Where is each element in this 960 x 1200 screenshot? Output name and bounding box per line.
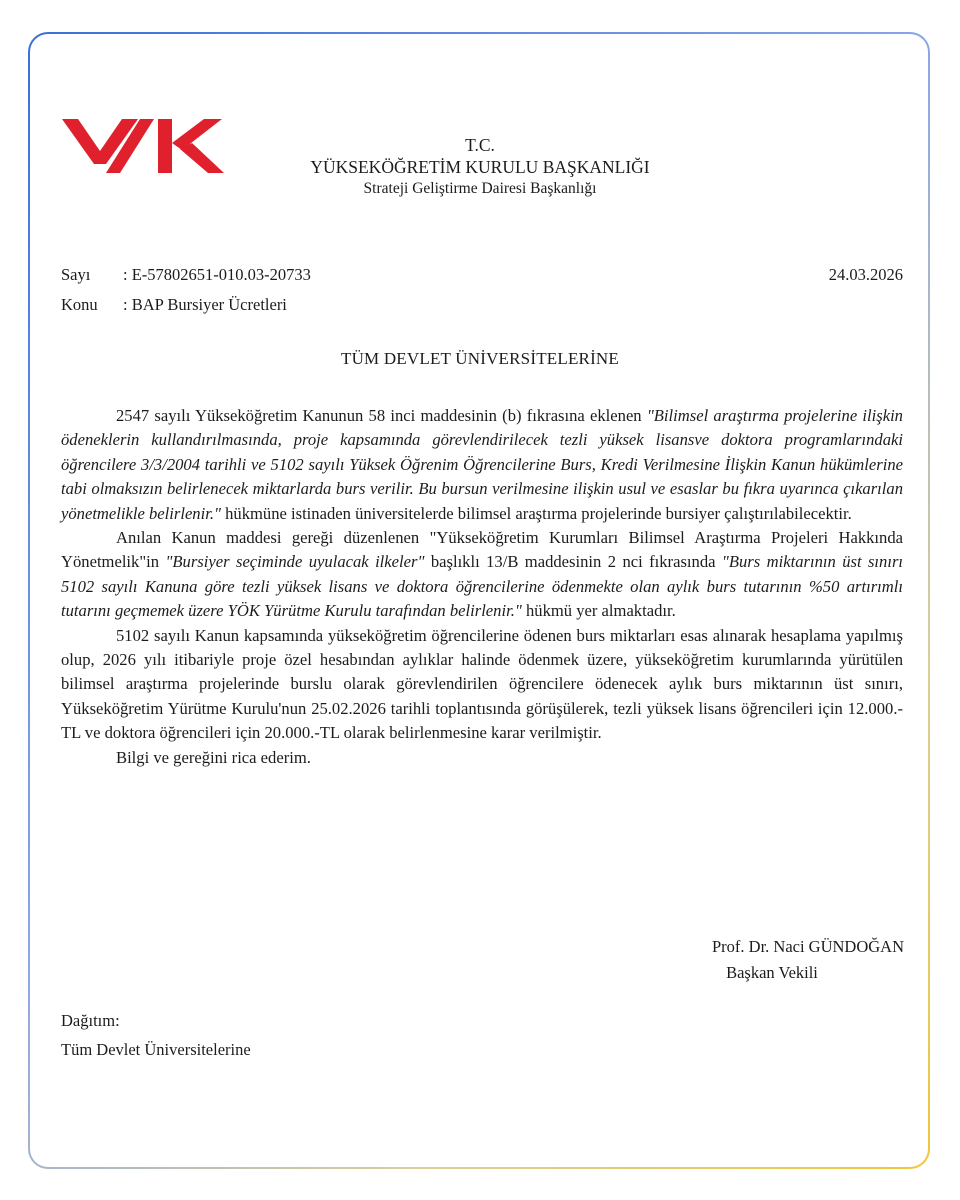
p1-text-end: hükmüne istinaden üniversitelerde bilimsel araştırma projelerinde bursiyer çalıştırılabilecektir. bbox=[220, 503, 852, 523]
document-meta bbox=[61, 260, 903, 320]
signature-block bbox=[640, 934, 904, 986]
paragraph-4: Bilgi ve gereğini rica ederim. bbox=[116, 747, 311, 767]
paragraph-3: 5102 sayılı Kanun kapsamında yükseköğretim öğrencilerine ödenen burs miktarları esas alınarak hesaplama yapılmış olup, 2026 yılı itibariyle proje özel hesabından aylıklar halinde ödenmek üzere, yükseköğretim kurumlarında yürütülen bilimsel araştırma projelerinde burslu olarak görevlendirilen öğrencilere ödenecek aylık burs miktarının üst sınırı, Yükseköğretim Yürütme Kurulu'nun 25.02.2026 tarihli toplantısında görüşülerek, tezli yüksek lisans öğrencileri için 12.000.-TL ve doktora öğrencileri için 20.000.-TL olarak belirlenmesine karar verilmiştir. bbox=[61, 625, 903, 743]
yok-logo-icon bbox=[62, 117, 224, 175]
letter-body bbox=[61, 404, 903, 770]
distribution-item: Tüm Devlet Üniversitelerine bbox=[61, 1040, 251, 1059]
p2-text-mid: başlıklı 13/B maddesinin 2 nci fıkrasında bbox=[424, 552, 722, 572]
sayi-value: : E-57802651-010.03-20733 bbox=[123, 265, 311, 284]
sayi-label: Sayı bbox=[61, 265, 91, 284]
signatory-title: Başkan Vekili bbox=[726, 963, 818, 982]
meta-konu-row bbox=[61, 290, 903, 320]
p2-text: Anılan Kanun maddesi gereği düzenlenen "Yükseköğretim Kurumları Bilimsel Araştırma Projeleri Hakkında Yönetmelik"in bbox=[61, 528, 903, 572]
header-line-tc: T.C. bbox=[465, 135, 495, 155]
konu-value: : BAP Bursiyer Ücretleri bbox=[123, 295, 287, 314]
letterhead bbox=[280, 134, 680, 200]
p2-text-end: hükmü yer almaktadır. bbox=[521, 601, 676, 621]
document-date: 24.03.2026 bbox=[828, 265, 903, 284]
konu-label: Konu bbox=[61, 295, 98, 314]
paragraph-2 bbox=[61, 526, 903, 624]
paragraph-1 bbox=[61, 404, 903, 526]
header-department: Strateji Geliştirme Dairesi Başkanlığı bbox=[363, 180, 597, 197]
signatory-name: Prof. Dr. Naci GÜNDOĞAN bbox=[711, 937, 904, 956]
distribution-label: Dağıtım: bbox=[61, 1011, 120, 1030]
header-institution: YÜKSEKÖĞRETİM KURULU BAŞKANLIĞI bbox=[310, 157, 650, 177]
recipient-heading: TÜM DEVLET ÜNİVERSİTELERİNE bbox=[341, 349, 619, 368]
distribution-block bbox=[61, 1006, 251, 1064]
p2-title-quote: "Bursiyer seçiminde uyulacak ilkeler" bbox=[165, 552, 425, 572]
p2-rule-quote: "Burs miktarının üst sınırı 5102 sayılı Kanuna göre tezli yüksek lisans ve doktora öğrencilerine ödenmekte olan aylık burs tutarının %50 artırımlı tutarını geçmemek üzere YÖK Yürütme Kurulu tarafından belirlenir." bbox=[61, 552, 904, 621]
p1-law-quote: "Bilimsel araştırma projelerine ilişkin ödeneklerin kullandırılmasında, proje kapsamında görevlendirilecek tezli yüksek lisansve doktora programlarındaki öğrencilere 3/3/2004 tarihli ve 5102 sayılı Yüksek Öğrenim Öğrencilerine Burs, Kredi Verilmesine İlişkin Kanun hükümlerine tabi olmaksızın belirlenecek miktarlarda burs verilir. Bu bursun verilmesine ilişkin usul ve esaslar bu fıkra uyarınca çıkarılan yönetmelikle belirlenir." bbox=[61, 406, 903, 523]
p1-text: 2547 sayılı Yükseköğretim Kanunun 58 inci maddesinin (b) fıkrasına eklenen bbox=[116, 406, 647, 425]
meta-sayi-row bbox=[61, 260, 903, 290]
